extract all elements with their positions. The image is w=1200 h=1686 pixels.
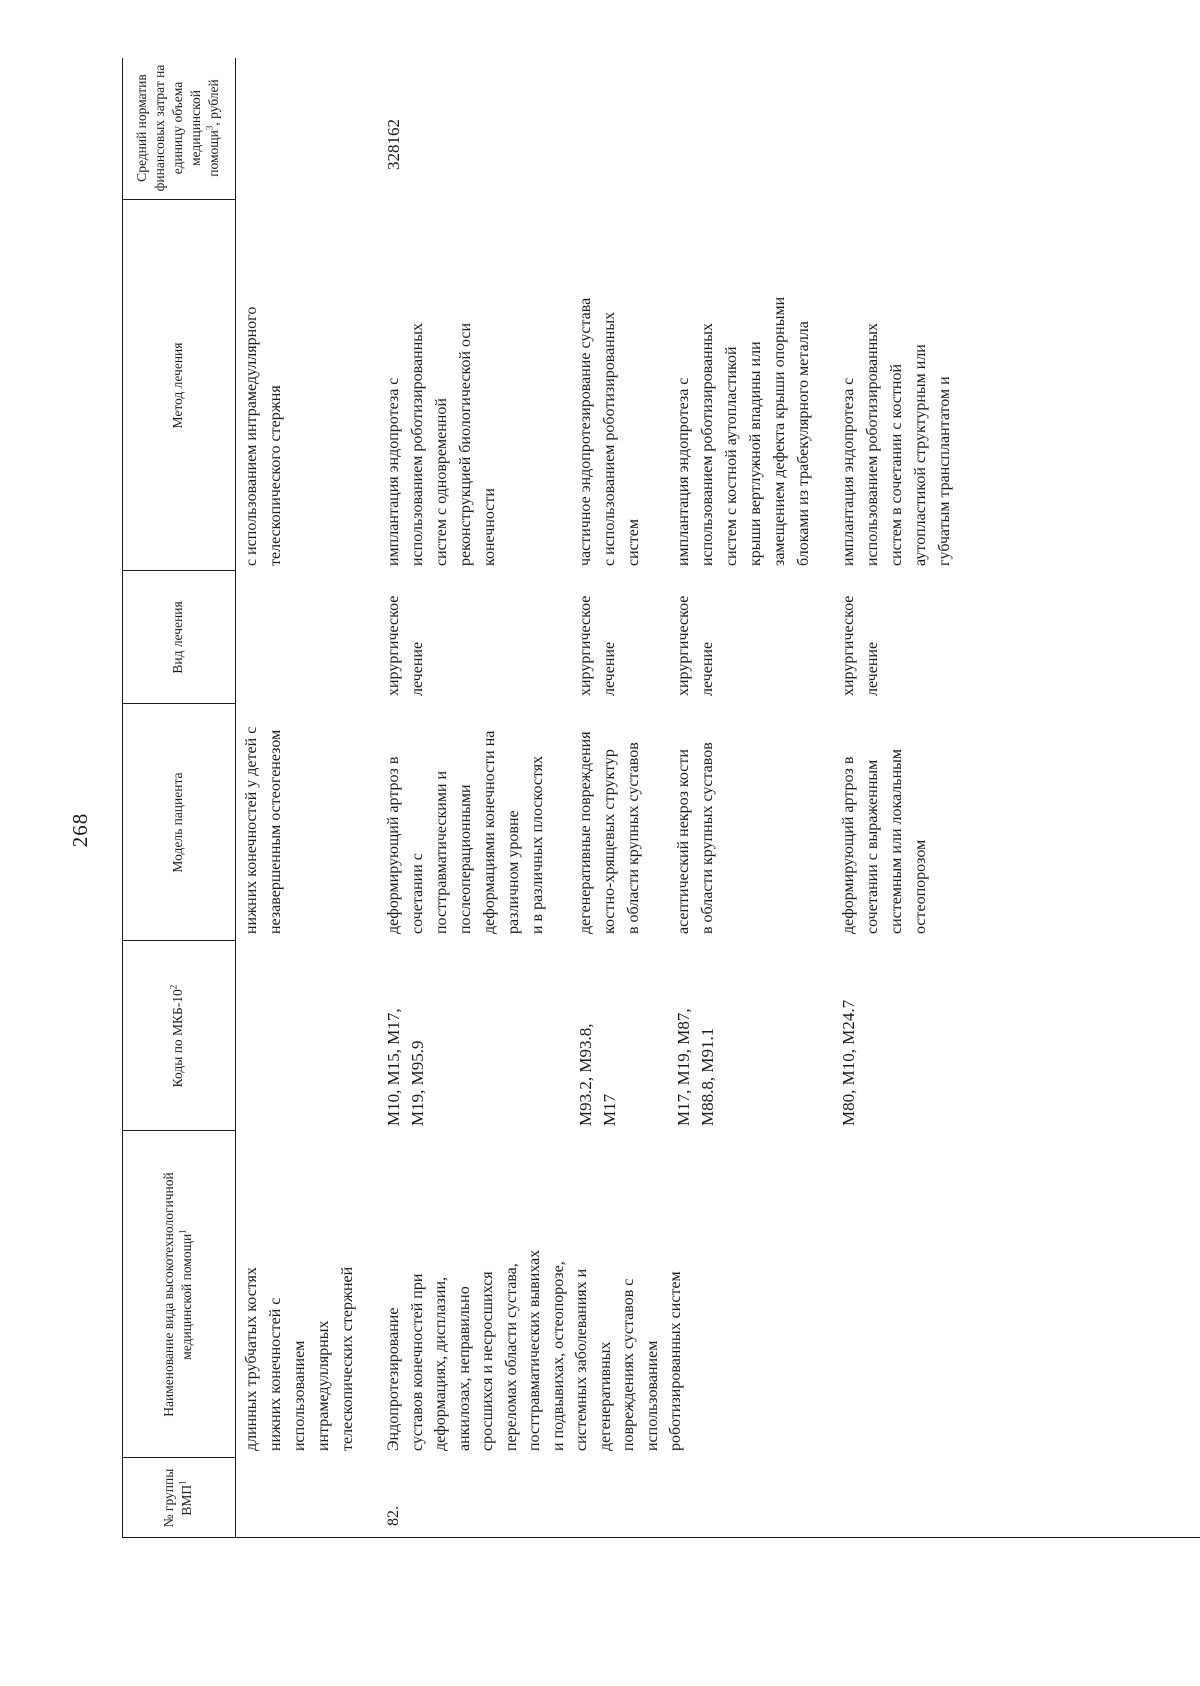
header-vmp-name: Наименование вида высокотехнологичной медицинской помощи$^1$	[161, 1172, 194, 1417]
row-patient-model: деформирующий артроз в сочетании с выраженным системным или локальным остеопорозом	[840, 748, 929, 934]
header-average-cost: Средний норматив финансовых затрат на единицу объема медицинской помощи$^3$, рублей	[134, 64, 221, 192]
row-patient-model: дегенеративные повреждения костно-хрящевых структур в области крупных суставов	[577, 731, 642, 934]
row-treatment-kind: хирургическое лечение	[577, 595, 618, 696]
column-divider	[122, 703, 235, 704]
header-bottom-border	[235, 58, 236, 1538]
row-treatment-method: имплантация эндопротеза с использованием роботизированных систем с костной аутопластикой крыши вертлужной впадины или замещением дефекта крыши опорными блоками из трабекулярного металла	[675, 296, 812, 566]
row-icd-codes: M17, M19, M87, M88.8, M91.1	[674, 1008, 717, 1126]
row-treatment-kind: хирургическое лечение	[840, 595, 881, 696]
row-patient-model: асептический некроз кости в области крупных суставов	[675, 742, 716, 934]
page-number: 268	[68, 812, 92, 848]
continuation-treatment-method: с использованием интрамедуллярного телескопического стержня	[243, 306, 284, 566]
row-icd-codes: M93.2, M93.8, M17	[576, 1023, 619, 1126]
row-icd-codes: M80, M10, M24.7	[839, 999, 858, 1126]
row-treatment-method: частичное эндопротезирование сустава с использованием роботизированных систем	[577, 297, 642, 566]
table-left-border	[122, 1537, 1200, 1538]
header-treatment-kind: Вид лечения	[170, 601, 185, 674]
group-vmp-name: Эндопротезирование суставов конечностей при деформациях, дисплазии, анкилозах, неправильно сросшихся и несросшихся переломах области сустава, посттравматических вывихах и подвывихах, остеопорозе, системных заболеваниях и дегенеративных повреждениях суставов с использованием роботизированных систем	[385, 1249, 684, 1451]
row-icd-codes: M10, M15, M17, M19, M95.9	[384, 1008, 427, 1126]
table-top-border	[122, 58, 123, 1538]
header-treatment-method: Метод лечения	[170, 342, 185, 429]
column-divider	[122, 570, 235, 571]
row-treatment-method: имплантация эндопротеза с использованием роботизированных систем с одновременной реконструкцией биологической оси конечности	[385, 322, 498, 566]
header-group-number: № группы ВМП$^1$	[161, 1468, 194, 1528]
header-icd-codes: Коды по МКБ-$10^2$	[168, 984, 185, 1088]
group-average-cost: 328162	[384, 119, 403, 170]
row-treatment-kind: хирургическое лечение	[675, 595, 716, 696]
row-patient-model: деформирующий артроз в сочетании с посттравматическими и послеоперационными деформациями конечности на различном уровне и в различных плоскостях	[385, 730, 546, 934]
column-divider	[122, 940, 235, 941]
continuation-patient-model: нижних конечностей у детей с незавершенным остеогенезом	[243, 726, 284, 934]
continuation-vmp-name: длинных трубчатых костях нижних конечностей с использованием интрамедуллярных телескопических стержней	[243, 1266, 356, 1451]
header-patient-model: Модель пациента	[170, 772, 185, 873]
column-divider	[122, 199, 235, 200]
group-number: 82.	[385, 1506, 402, 1526]
row-treatment-method: имплантация эндопротеза с использованием роботизированных систем в сочетании с костной аутопластикой структурным или губчатым трансплантатом и	[840, 322, 953, 566]
row-treatment-kind: хирургическое лечение	[385, 595, 426, 696]
column-divider	[122, 1130, 235, 1131]
column-divider	[122, 1457, 235, 1458]
